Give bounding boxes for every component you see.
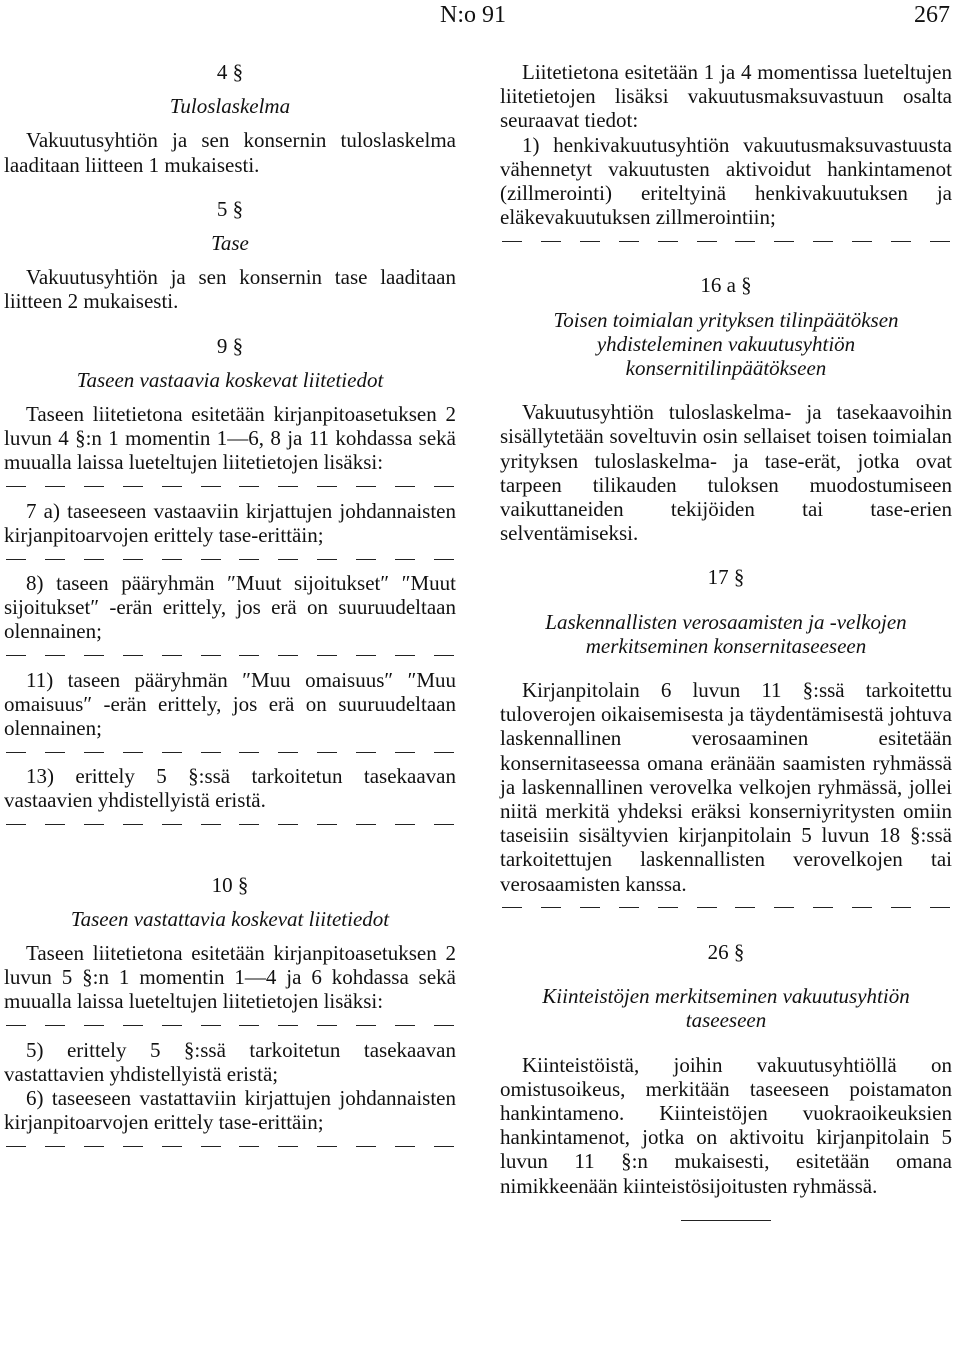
right-column [500, 60, 952, 1221]
omission-dashes [500, 896, 952, 920]
omission-dashes [4, 813, 456, 837]
section-16a-number: 16 a § [700, 273, 752, 298]
continued-item-1: 1) henkivakuutusyhtiön vakuutusmaksuvastuusta vähennetyt vakuutusten aktivoidut hankintamenot (zillmerointi) eriteltyinä henkivakuutuksen ja eläkevakuutuksen zillmerointiin; [500, 132, 952, 230]
section-10-title: Taseen vastattavia koskevat liitetiedot [70, 906, 390, 931]
section-9-intro: Taseen liitetietona esitetään kirjanpitoasetuksen 2 luvun 4 §:n 1 momentin 1—6, 8 ja 11 kohdassa sekä muualla laissa lueteltujen liitetietojen lisäksi: [4, 402, 456, 475]
section-10-item-6: 6) taseeseen vastattaviin kirjattujen johdannaisten kirjanpitoarvojen erittely tase-erittäin; [4, 1086, 456, 1135]
section-4-text: Vakuutusyhtiön ja sen konsernin tuloslaskelma laaditaan liitteen 1 mukaisesti. [4, 128, 456, 177]
page-number: 267 [914, 2, 950, 28]
section-10-intro: Taseen liitetietona esitetään kirjanpitoasetuksen 2 luvun 5 §:n 1 momentin 1—4 ja 6 kohdassa sekä muualla laissa lueteltujen liitetietojen lisäksi: [4, 941, 456, 1014]
section-5-number: 5 § [216, 196, 244, 221]
end-rule [681, 1220, 771, 1221]
section-9-title: Taseen vastaavia koskevat liitetiedot [76, 367, 384, 392]
continued-intro: Liitetietona esitetään 1 ja 4 momentissa lueteltujen liitetietojen lisäksi vakuutusmaksuvastuun osalta seuraavat tiedot: [500, 60, 952, 133]
section-5-title: Tase [211, 231, 249, 256]
omission-dashes [4, 644, 456, 668]
section-17-title: Laskennallisten verosaamisten ja -velkojen merkitseminen konsernitaseeseen [545, 609, 907, 658]
statute-number: N:o 91 [440, 2, 506, 28]
omission-dashes [4, 547, 456, 571]
section-4-number: 4 § [216, 60, 244, 84]
section-4-title: Tuloslaskelma [169, 94, 291, 119]
section-9-item-11: 11) taseen pääryhmän ″Muu omaisuus″ ″Muu omaisuus″ -erän erittely, jos erä on suuruudeltaan olennainen; [4, 667, 456, 741]
page-header [0, 0, 960, 34]
section-16a-text: Vakuutusyhtiön tuloslaskelma- ja tasekaavoihin sisällytetään soveltuvin osin sellaiset toisen toimialan yrityksen tuloslaskelma- ja tase-erät, jotka ovat tarpeen tilikauden tuloksen muodostumiseen vaikuttaneiden tekijöiden tai tase-erien selventämiseksi. [500, 400, 952, 546]
omission-dashes [4, 1135, 456, 1159]
omission-dashes [4, 475, 456, 499]
omission-dashes [500, 229, 952, 253]
section-9-item-8: 8) taseen pääryhmän ″Muut sijoitukset″ ″Muut sijoitukset″ -erän erittely, jos erä on suuruudeltaan olennainen; [4, 571, 456, 644]
section-17-text: Kirjanpitolain 6 luvun 11 §:ssä tarkoitettu tuloverojen oikaisemisesta ja täydentämisestä johtuva laskennallinen verosaaminen esitetään konsernitaseessa omana eränään saamisten ryhmässä ja laskennallinen verovelka velkojen ryhmässä, jollei niitä merkitä yhdeksi eräksi konserniyritysten omiin taseisiin sisältyvien kirjanpitolain 5 luvun 18 §:ssä tarkoitettujen laskennallisten verovelkojen tai verosaamisten kanssa. [500, 678, 952, 896]
section-10-number: 10 § [211, 872, 249, 897]
section-17-number: 17 § [707, 565, 745, 590]
section-26-number: 26 § [707, 939, 745, 964]
section-9-item-13: 13) erittely 5 §:ssä tarkoitetun tasekaavan vastaavien yhdistellyistä eristä. [4, 764, 456, 813]
section-9-number: 9 § [216, 333, 244, 358]
left-column [4, 60, 456, 1159]
section-5-text: Vakuutusyhtiön ja sen konsernin tase laaditaan liitteen 2 mukaisesti. [4, 265, 456, 314]
omission-dashes [4, 1014, 456, 1038]
section-16a-title: Toisen toimialan yrityksen tilinpäätöksen yhdisteleminen vakuutusyhtiön konsernitilinpäätökseen [553, 307, 899, 381]
section-26-title: Kiinteistöjen merkitseminen vakuutusyhtiön taseeseen [542, 984, 910, 1033]
section-10-item-5: 5) erittely 5 §:ssä tarkoitetun tasekaavan vastattavien yhdistellyistä eristä; [4, 1037, 456, 1086]
section-26-text: Kiinteistöistä, joihin vakuutusyhtiöllä on omistusoikeus, merkitään taseeseen poistamaton hankintameno. Kiinteistöjen vuokraoikeuksien hankintamenot, jotka on aktivoitu kirjanpitolain 5 luvun 11 §:n mukaisesti, esitetään omana nimikkeenään kiinteistösijoitusten ryhmässä. [500, 1052, 952, 1198]
omission-dashes [4, 740, 456, 764]
section-9-item-7a: 7 a) taseeseen vastaaviin kirjattujen johdannaisten kirjanpitoarvojen erittely tase-erittäin; [4, 498, 456, 547]
